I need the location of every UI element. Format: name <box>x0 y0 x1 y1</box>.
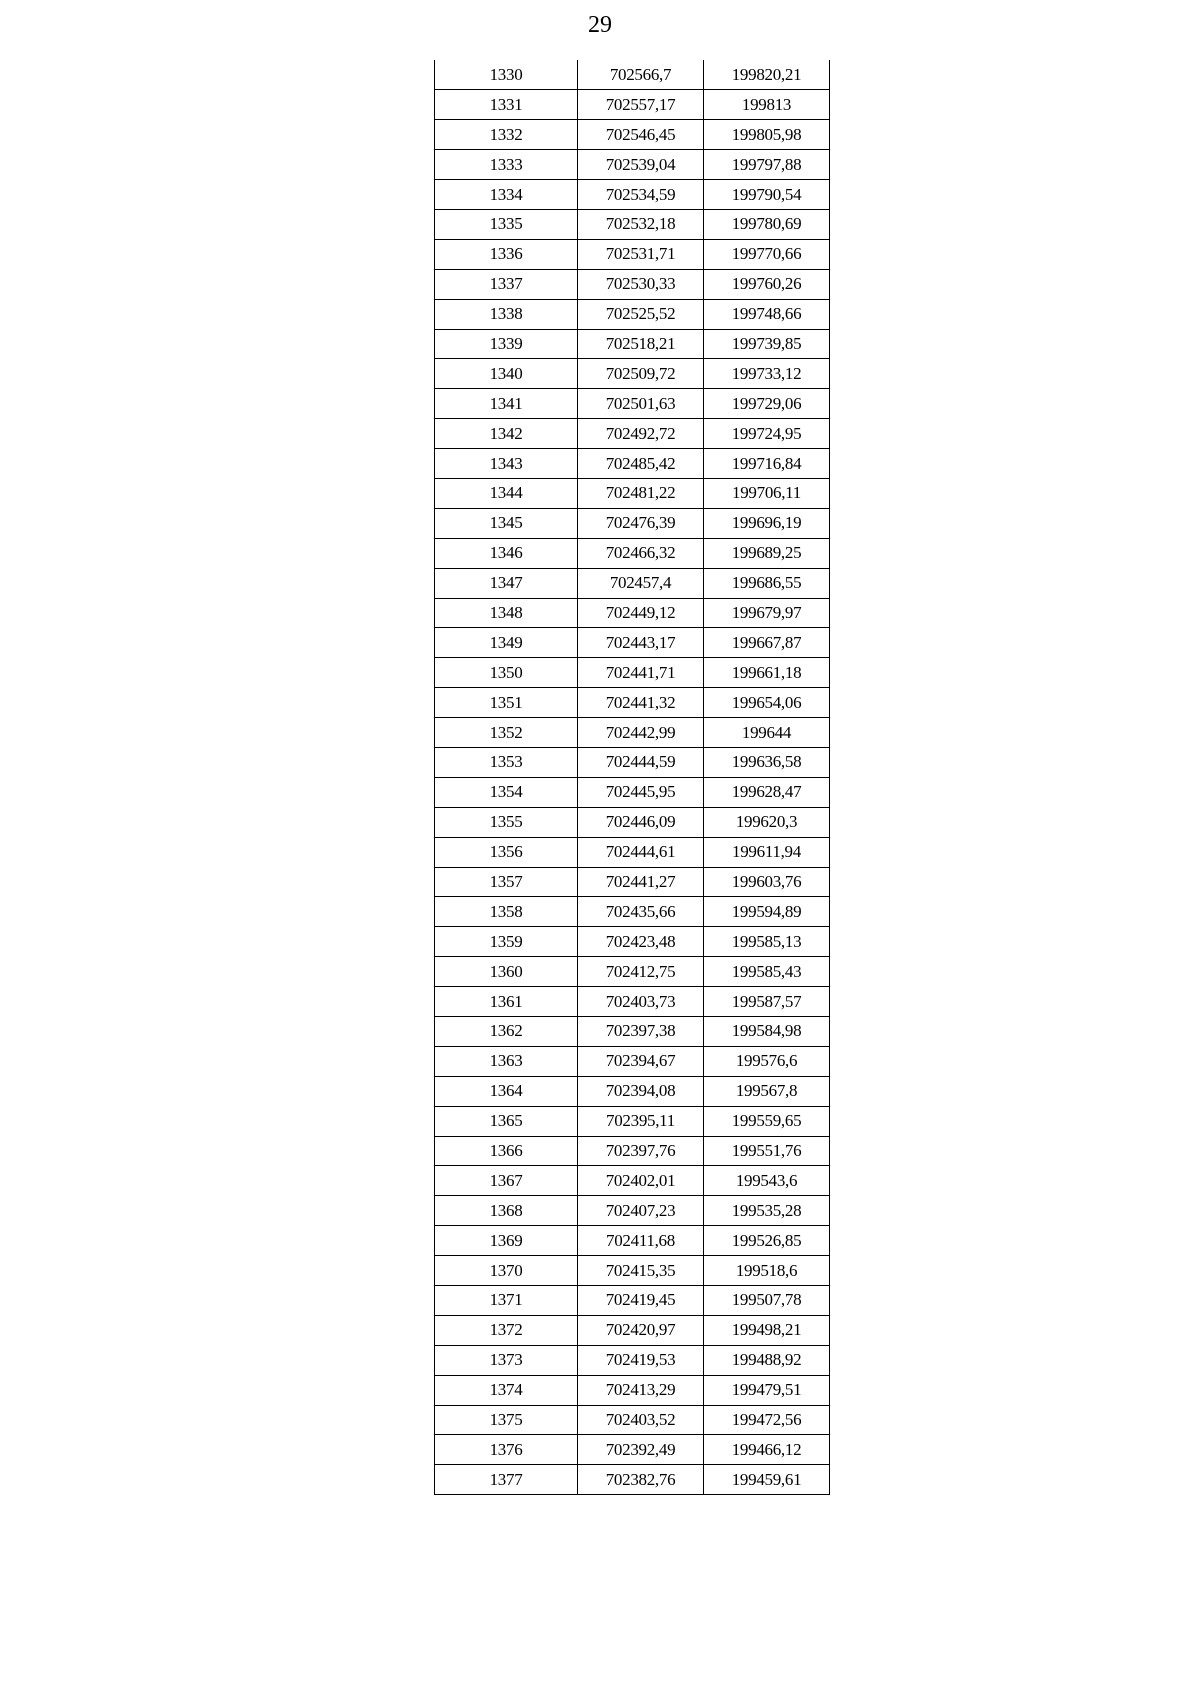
table-row <box>435 1017 830 1047</box>
y-coordinate-cell: 199760,26 <box>704 269 830 299</box>
y-coordinate-cell: 199488,92 <box>704 1345 830 1375</box>
x-coordinate-cell: 702443,17 <box>578 628 704 658</box>
y-coordinate-cell: 199780,69 <box>704 209 830 239</box>
table-row <box>435 718 830 748</box>
y-coordinate-cell: 199679,97 <box>704 598 830 628</box>
table-row <box>435 538 830 568</box>
x-coordinate-cell: 702445,95 <box>578 777 704 807</box>
y-coordinate-cell: 199661,18 <box>704 658 830 688</box>
y-coordinate-cell: 199729,06 <box>704 389 830 419</box>
table-row <box>435 389 830 419</box>
point-number-cell: 1345 <box>435 508 578 538</box>
table-row <box>435 1106 830 1136</box>
point-number-cell: 1339 <box>435 329 578 359</box>
point-number-cell: 1369 <box>435 1226 578 1256</box>
table-row <box>435 359 830 389</box>
y-coordinate-cell: 199576,6 <box>704 1046 830 1076</box>
y-coordinate-cell: 199689,25 <box>704 538 830 568</box>
point-number-cell: 1363 <box>435 1046 578 1076</box>
x-coordinate-cell: 702530,33 <box>578 269 704 299</box>
coordinates-table <box>434 60 830 1495</box>
point-number-cell: 1360 <box>435 957 578 987</box>
x-coordinate-cell: 702394,67 <box>578 1046 704 1076</box>
y-coordinate-cell: 199472,56 <box>704 1405 830 1435</box>
point-number-cell: 1331 <box>435 90 578 120</box>
y-coordinate-cell: 199594,89 <box>704 897 830 927</box>
y-coordinate-cell: 199724,95 <box>704 419 830 449</box>
table-row <box>435 150 830 180</box>
table-row <box>435 1046 830 1076</box>
table-row <box>435 957 830 987</box>
y-coordinate-cell: 199733,12 <box>704 359 830 389</box>
table-row <box>435 1226 830 1256</box>
y-coordinate-cell: 199644 <box>704 718 830 748</box>
x-coordinate-cell: 702485,42 <box>578 449 704 479</box>
x-coordinate-cell: 702415,35 <box>578 1256 704 1286</box>
x-coordinate-cell: 702423,48 <box>578 927 704 957</box>
x-coordinate-cell: 702411,68 <box>578 1226 704 1256</box>
point-number-cell: 1332 <box>435 120 578 150</box>
point-number-cell: 1341 <box>435 389 578 419</box>
table-row <box>435 1375 830 1405</box>
point-number-cell: 1352 <box>435 718 578 748</box>
table-row <box>435 568 830 598</box>
y-coordinate-cell: 199628,47 <box>704 777 830 807</box>
point-number-cell: 1347 <box>435 568 578 598</box>
x-coordinate-cell: 702476,39 <box>578 508 704 538</box>
point-number-cell: 1350 <box>435 658 578 688</box>
y-coordinate-cell: 199507,78 <box>704 1286 830 1316</box>
point-number-cell: 1374 <box>435 1375 578 1405</box>
table-row <box>435 987 830 1017</box>
x-coordinate-cell: 702442,99 <box>578 718 704 748</box>
table-row <box>435 1256 830 1286</box>
y-coordinate-cell: 199466,12 <box>704 1435 830 1465</box>
x-coordinate-cell: 702557,17 <box>578 90 704 120</box>
x-coordinate-cell: 702403,52 <box>578 1405 704 1435</box>
point-number-cell: 1366 <box>435 1136 578 1166</box>
table-row <box>435 777 830 807</box>
y-coordinate-cell: 199667,87 <box>704 628 830 658</box>
x-coordinate-cell: 702419,45 <box>578 1286 704 1316</box>
point-number-cell: 1337 <box>435 269 578 299</box>
x-coordinate-cell: 702546,45 <box>578 120 704 150</box>
point-number-cell: 1342 <box>435 419 578 449</box>
x-coordinate-cell: 702449,12 <box>578 598 704 628</box>
table-row <box>435 658 830 688</box>
x-coordinate-cell: 702403,73 <box>578 987 704 1017</box>
point-number-cell: 1334 <box>435 180 578 210</box>
point-number-cell: 1368 <box>435 1196 578 1226</box>
page-number: 29 <box>588 12 612 38</box>
y-coordinate-cell: 199770,66 <box>704 239 830 269</box>
x-coordinate-cell: 702481,22 <box>578 478 704 508</box>
x-coordinate-cell: 702407,23 <box>578 1196 704 1226</box>
table-row <box>435 1345 830 1375</box>
x-coordinate-cell: 702420,97 <box>578 1315 704 1345</box>
x-coordinate-cell: 702539,04 <box>578 150 704 180</box>
x-coordinate-cell: 702509,72 <box>578 359 704 389</box>
x-coordinate-cell: 702419,53 <box>578 1345 704 1375</box>
y-coordinate-cell: 199620,3 <box>704 807 830 837</box>
table-row <box>435 120 830 150</box>
y-coordinate-cell: 199790,54 <box>704 180 830 210</box>
y-coordinate-cell: 199739,85 <box>704 329 830 359</box>
y-coordinate-cell: 199603,76 <box>704 867 830 897</box>
point-number-cell: 1367 <box>435 1166 578 1196</box>
x-coordinate-cell: 702518,21 <box>578 329 704 359</box>
table-row <box>435 1076 830 1106</box>
y-coordinate-cell: 199518,6 <box>704 1256 830 1286</box>
x-coordinate-cell: 702525,52 <box>578 299 704 329</box>
table-row <box>435 837 830 867</box>
table-row <box>435 239 830 269</box>
table-row <box>435 1196 830 1226</box>
x-coordinate-cell: 702446,09 <box>578 807 704 837</box>
x-coordinate-cell: 702532,18 <box>578 209 704 239</box>
x-coordinate-cell: 702397,76 <box>578 1136 704 1166</box>
x-coordinate-cell: 702392,49 <box>578 1435 704 1465</box>
table-row <box>435 90 830 120</box>
table-row <box>435 1166 830 1196</box>
point-number-cell: 1335 <box>435 209 578 239</box>
x-coordinate-cell: 702412,75 <box>578 957 704 987</box>
point-number-cell: 1371 <box>435 1286 578 1316</box>
table-row <box>435 180 830 210</box>
y-coordinate-cell: 199551,76 <box>704 1136 830 1166</box>
point-number-cell: 1333 <box>435 150 578 180</box>
point-number-cell: 1353 <box>435 747 578 777</box>
y-coordinate-cell: 199797,88 <box>704 150 830 180</box>
point-number-cell: 1351 <box>435 688 578 718</box>
table-row <box>435 1435 830 1465</box>
x-coordinate-cell: 702441,32 <box>578 688 704 718</box>
point-number-cell: 1365 <box>435 1106 578 1136</box>
y-coordinate-cell: 199696,19 <box>704 508 830 538</box>
y-coordinate-cell: 199459,61 <box>704 1465 830 1495</box>
x-coordinate-cell: 702466,32 <box>578 538 704 568</box>
point-number-cell: 1377 <box>435 1465 578 1495</box>
point-number-cell: 1356 <box>435 837 578 867</box>
y-coordinate-cell: 199587,57 <box>704 987 830 1017</box>
y-coordinate-cell: 199567,8 <box>704 1076 830 1106</box>
x-coordinate-cell: 702435,66 <box>578 897 704 927</box>
table-row <box>435 747 830 777</box>
x-coordinate-cell: 702397,38 <box>578 1017 704 1047</box>
point-number-cell: 1343 <box>435 449 578 479</box>
y-coordinate-cell: 199543,6 <box>704 1166 830 1196</box>
table-row <box>435 269 830 299</box>
x-coordinate-cell: 702402,01 <box>578 1166 704 1196</box>
point-number-cell: 1370 <box>435 1256 578 1286</box>
y-coordinate-cell: 199498,21 <box>704 1315 830 1345</box>
y-coordinate-cell: 199813 <box>704 90 830 120</box>
x-coordinate-cell: 702441,27 <box>578 867 704 897</box>
point-number-cell: 1364 <box>435 1076 578 1106</box>
y-coordinate-cell: 199820,21 <box>704 60 830 90</box>
table-row <box>435 449 830 479</box>
y-coordinate-cell: 199611,94 <box>704 837 830 867</box>
table-row <box>435 867 830 897</box>
point-number-cell: 1344 <box>435 478 578 508</box>
x-coordinate-cell: 702566,7 <box>578 60 704 90</box>
point-number-cell: 1376 <box>435 1435 578 1465</box>
point-number-cell: 1358 <box>435 897 578 927</box>
point-number-cell: 1375 <box>435 1405 578 1435</box>
point-number-cell: 1361 <box>435 987 578 1017</box>
x-coordinate-cell: 702457,4 <box>578 568 704 598</box>
point-number-cell: 1355 <box>435 807 578 837</box>
point-number-cell: 1338 <box>435 299 578 329</box>
y-coordinate-cell: 199584,98 <box>704 1017 830 1047</box>
point-number-cell: 1359 <box>435 927 578 957</box>
x-coordinate-cell: 702441,71 <box>578 658 704 688</box>
point-number-cell: 1346 <box>435 538 578 568</box>
point-number-cell: 1362 <box>435 1017 578 1047</box>
point-number-cell: 1373 <box>435 1345 578 1375</box>
table-row <box>435 897 830 927</box>
y-coordinate-cell: 199686,55 <box>704 568 830 598</box>
y-coordinate-cell: 199526,85 <box>704 1226 830 1256</box>
x-coordinate-cell: 702501,63 <box>578 389 704 419</box>
x-coordinate-cell: 702413,29 <box>578 1375 704 1405</box>
table-row <box>435 60 830 90</box>
x-coordinate-cell: 702395,11 <box>578 1106 704 1136</box>
point-number-cell: 1336 <box>435 239 578 269</box>
table-row <box>435 688 830 718</box>
point-number-cell: 1340 <box>435 359 578 389</box>
x-coordinate-cell: 702534,59 <box>578 180 704 210</box>
point-number-cell: 1348 <box>435 598 578 628</box>
table-row <box>435 329 830 359</box>
point-number-cell: 1372 <box>435 1315 578 1345</box>
table-row <box>435 598 830 628</box>
point-number-cell: 1349 <box>435 628 578 658</box>
point-number-cell: 1330 <box>435 60 578 90</box>
table-row <box>435 299 830 329</box>
y-coordinate-cell: 199805,98 <box>704 120 830 150</box>
x-coordinate-cell: 702492,72 <box>578 419 704 449</box>
y-coordinate-cell: 199535,28 <box>704 1196 830 1226</box>
y-coordinate-cell: 199716,84 <box>704 449 830 479</box>
coordinates-table-body <box>435 60 830 1495</box>
y-coordinate-cell: 199585,13 <box>704 927 830 957</box>
table-row <box>435 419 830 449</box>
point-number-cell: 1357 <box>435 867 578 897</box>
y-coordinate-cell: 199559,65 <box>704 1106 830 1136</box>
table-row <box>435 1136 830 1166</box>
y-coordinate-cell: 199479,51 <box>704 1375 830 1405</box>
table-row <box>435 1405 830 1435</box>
table-row <box>435 209 830 239</box>
y-coordinate-cell: 199748,66 <box>704 299 830 329</box>
table-row <box>435 1315 830 1345</box>
x-coordinate-cell: 702444,61 <box>578 837 704 867</box>
table-row <box>435 927 830 957</box>
table-row <box>435 1465 830 1495</box>
x-coordinate-cell: 702394,08 <box>578 1076 704 1106</box>
y-coordinate-cell: 199654,06 <box>704 688 830 718</box>
table-row <box>435 628 830 658</box>
x-coordinate-cell: 702531,71 <box>578 239 704 269</box>
x-coordinate-cell: 702382,76 <box>578 1465 704 1495</box>
y-coordinate-cell: 199636,58 <box>704 747 830 777</box>
x-coordinate-cell: 702444,59 <box>578 747 704 777</box>
point-number-cell: 1354 <box>435 777 578 807</box>
table-row <box>435 508 830 538</box>
table-row <box>435 478 830 508</box>
y-coordinate-cell: 199706,11 <box>704 478 830 508</box>
table-row <box>435 1286 830 1316</box>
table-row <box>435 807 830 837</box>
y-coordinate-cell: 199585,43 <box>704 957 830 987</box>
